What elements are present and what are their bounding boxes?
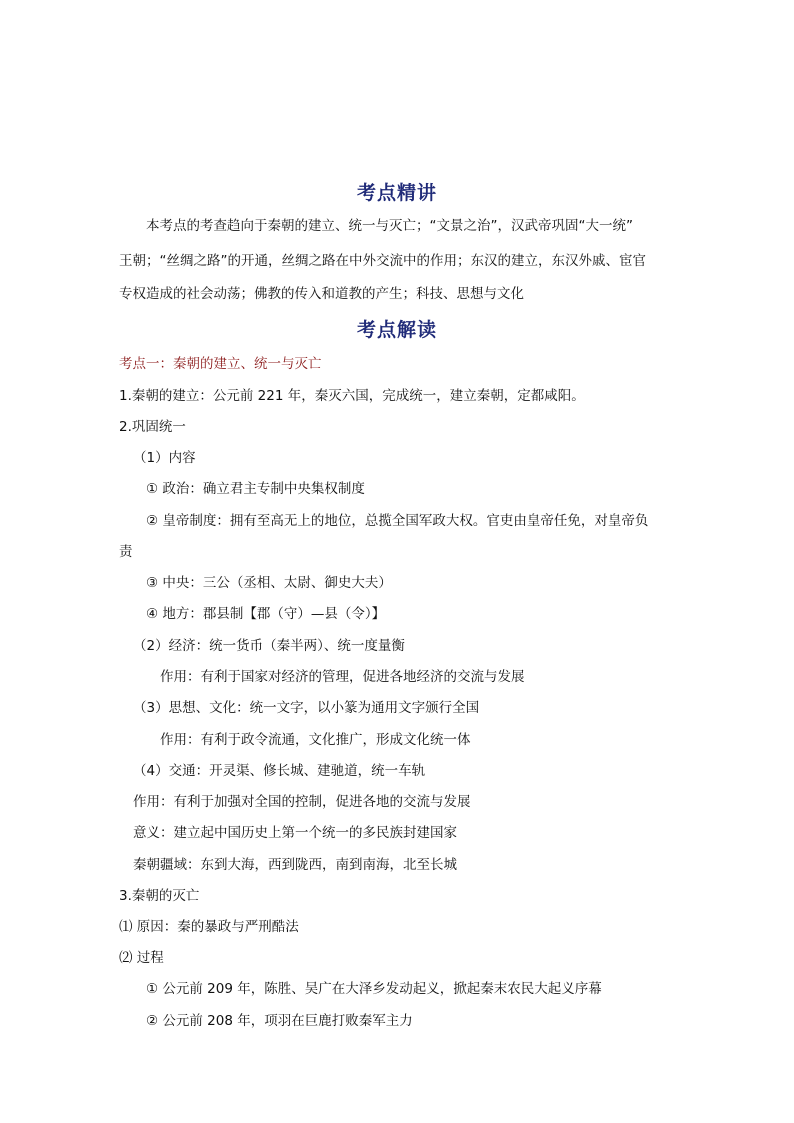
text-line: ② 公元前 208 年，项羽在巨鹿打败秦军主力 [146, 1013, 413, 1029]
intro-line-2: 王朝；“丝绸之路”的开通，丝绸之路在中外交流中的作用；东汉的建立，东汉外戚、宦官 [119, 253, 646, 269]
text-line: 意义：建立起中国历史上第一个统一的多民族封建国家 [133, 825, 457, 841]
text-line: ⑴ 原因：秦的暴政与严刑酷法 [119, 919, 299, 935]
text-line: 作用：有利于政令流通，文化推广，形成文化统一体 [160, 732, 471, 748]
text-line: 2.巩固统一 [119, 419, 186, 435]
text-line: ④ 地方：郡县制【郡（守）—县（令）】 [146, 606, 386, 622]
text-line: ⑵ 过程 [119, 950, 164, 966]
text-line: 作用：有利于加强对全国的控制，促进各地的交流与发展 [133, 794, 471, 810]
text-line: （4）交通：开灵渠、修长城、建驰道，统一车轨 [133, 763, 426, 779]
section-title-kaodian-jiedu: 考点解读 [356, 319, 437, 341]
text-line: 秦朝疆域：东到大海，西到陇西，南到南海，北至长城 [133, 857, 457, 873]
text-line: ③ 中央：三公（丞相、太尉、御史大夫） [146, 575, 392, 591]
text-line: ② 皇帝制度：拥有至高无上的地位，总揽全国军政大权。官吏由皇帝任免，对皇帝负 [146, 513, 649, 529]
text-line: 责 [119, 544, 133, 560]
kaodian-one-heading: 考点一：秦朝的建立、统一与灭亡 [119, 356, 322, 372]
text-line: （3）思想、文化：统一文字，以小篆为通用文字颁行全国 [133, 700, 480, 716]
intro-line-3: 专权造成的社会动荡；佛教的传入和道教的产生；科技、思想与文化 [119, 286, 524, 302]
text-line: 作用：有利于国家对经济的管理，促进各地经济的交流与发展 [160, 669, 525, 685]
intro-line-1: 本考点的考查趋向于秦朝的建立、统一与灭亡；“文景之治”，汉武帝巩固“大一统” [146, 218, 633, 234]
text-line: ① 公元前 209 年，陈胜、吴广在大泽乡发动起义，掀起秦末农民大起义序幕 [146, 981, 602, 997]
text-line: （2）经济：统一货币（秦半两）、统一度量衡 [133, 638, 405, 654]
section-title-kaodian-jingjiang: 考点精讲 [356, 182, 437, 204]
text-line: 1.秦朝的建立：公元前 221 年，秦灭六国，完成统一，建立秦朝，定都咸阳。 [119, 388, 585, 404]
text-line: ① 政治：确立君主专制中央集权制度 [146, 481, 365, 497]
text-line: 3.秦朝的灭亡 [119, 888, 200, 904]
text-line: （1）内容 [133, 450, 196, 466]
